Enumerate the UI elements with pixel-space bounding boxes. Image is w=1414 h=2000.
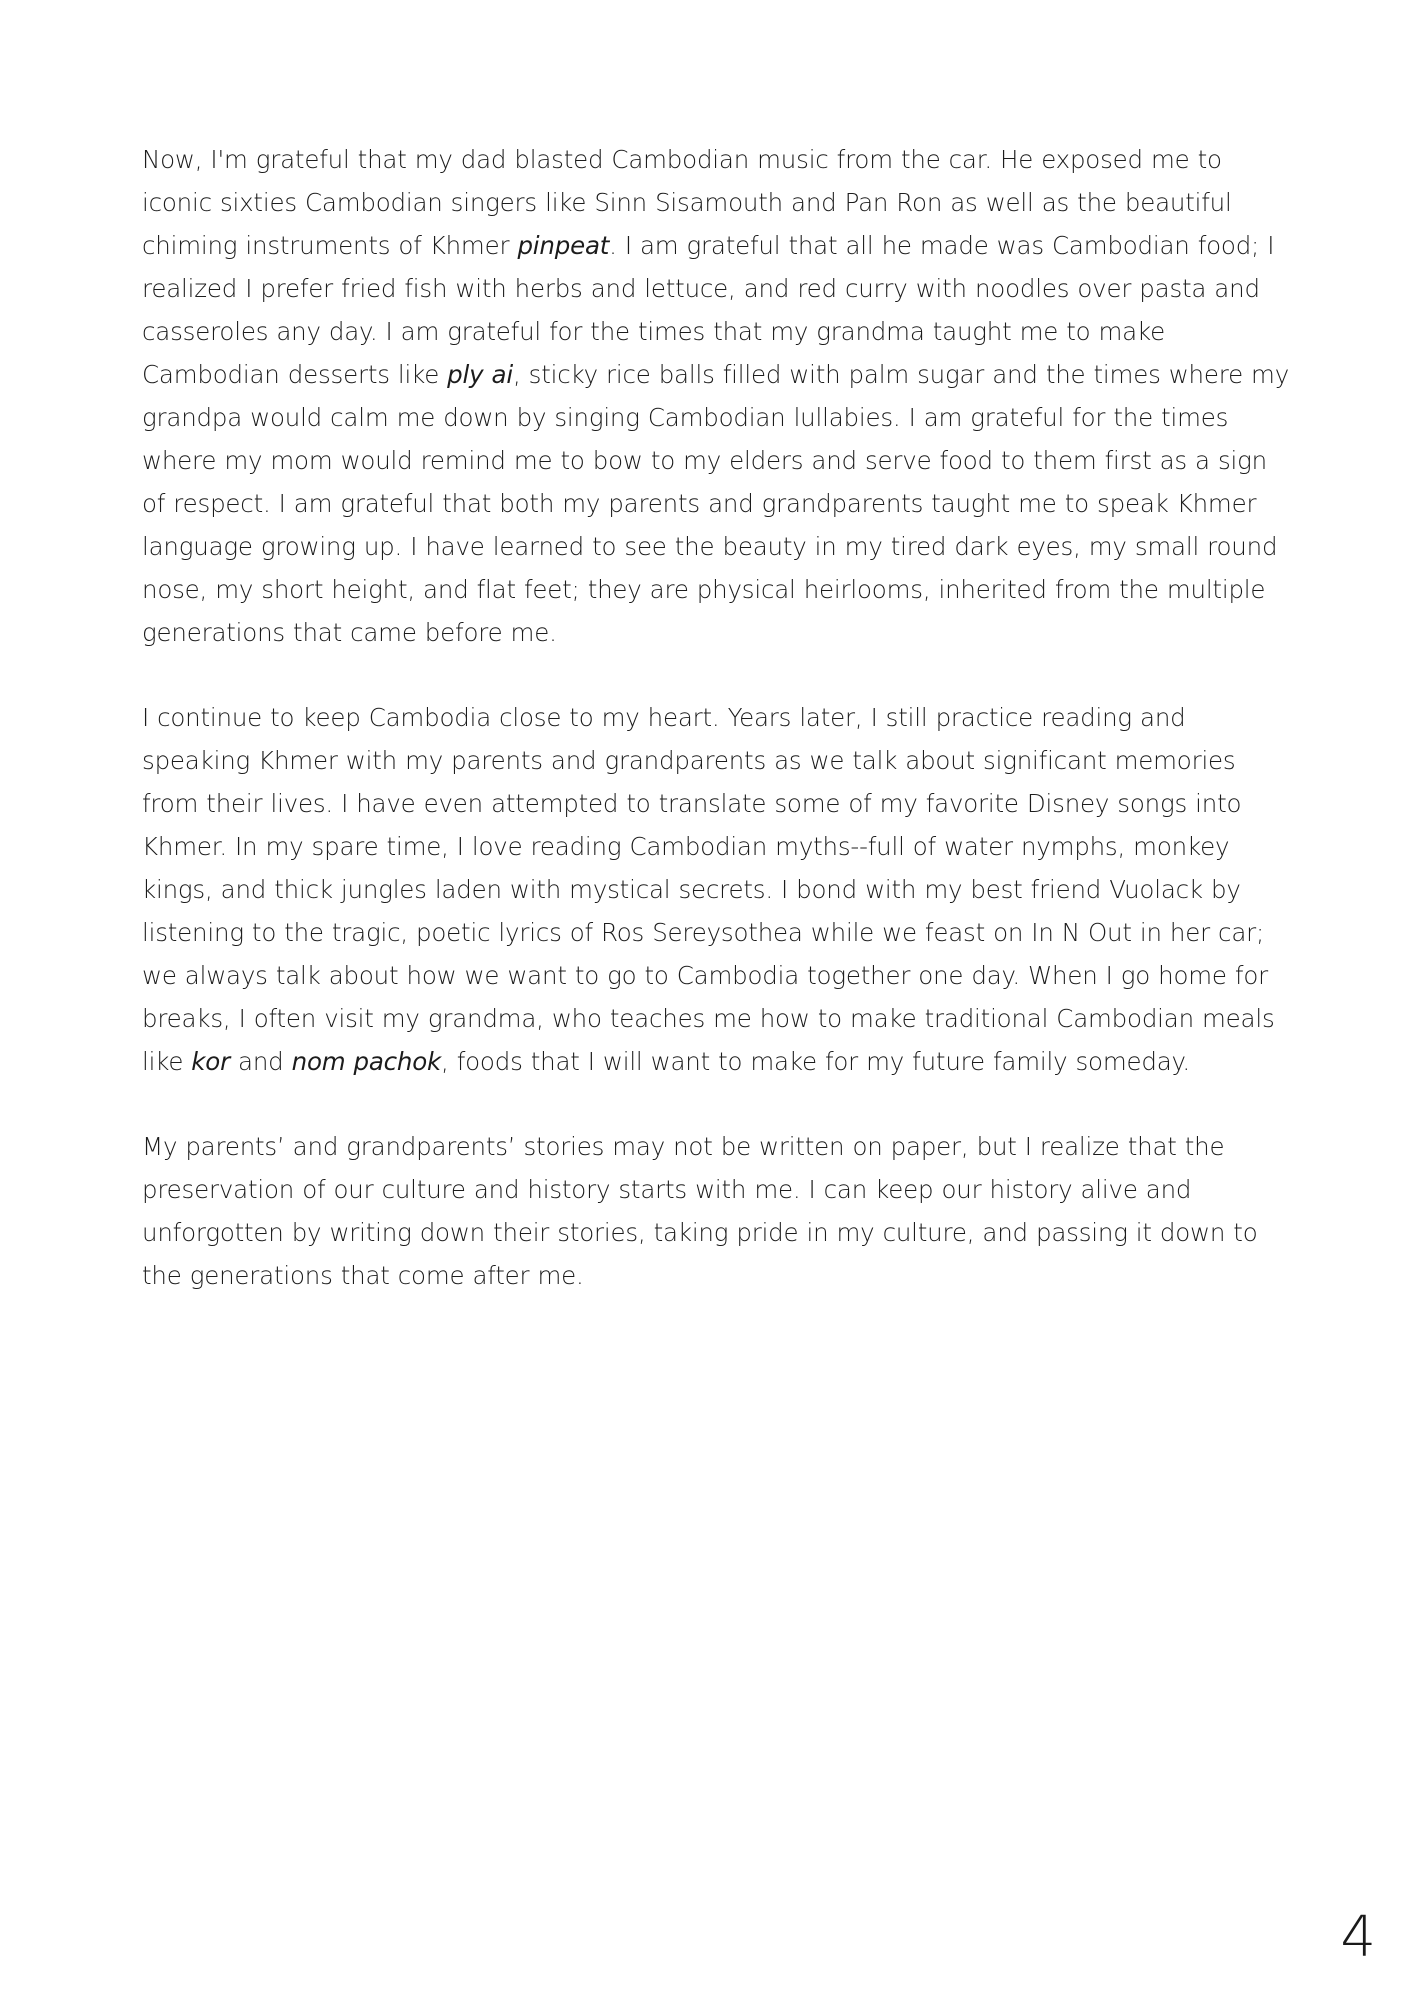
italic-term-ply-ai: ply ai bbox=[447, 360, 513, 389]
paragraph-3 bbox=[142, 1125, 1292, 1297]
body-text bbox=[142, 138, 1292, 1339]
text-run: and bbox=[229, 1047, 292, 1076]
text-run: . I am grateful that all he made was Cambodian food; I realized I prefer fried fish with herbs and lettuce, and red curry with noodles over pasta and casseroles any day. I am grateful for the times that my grandma taught me to make Cambodian desserts like bbox=[142, 231, 1275, 389]
italic-term-pinpeat: pinpeat bbox=[517, 231, 610, 260]
text-run: Now, I'm grateful that my dad blasted Cambodian music from the car. He exposed me to iconic sixties Cambodian singers like Sinn Sisamouth and Pan Ron as well as the beautiful chiming instruments of Khmer bbox=[142, 145, 1232, 260]
page-number: 4 bbox=[1340, 1905, 1376, 1970]
text-run: I continue to keep Cambodia close to my heart. Years later, I still practice reading and speaking Khmer with my parents and grandparents as we talk about significant memories from their lives. I have even attempted to translate some of my favorite Disney songs into Khmer. In my spare time, I love reading Cambodian myths--full of water nymphs, monkey kings, and thick jungles laden with mystical secrets. I bond with my best friend Vuolack by listening to the tragic, poetic lyrics of Ros Sereysothea while we feast on In N Out in her car; we always talk about how we want to go to Cambodia together one day. When I go home for breaks, I often visit my grandma, who teaches me how to make traditional Cambodian meals like bbox=[142, 703, 1275, 1076]
italic-term-nom-pachok: nom pachok bbox=[291, 1047, 442, 1076]
text-run: My parents’ and grandparents’ stories may not be written on paper, but I realize that the preservation of our culture and history starts with me. I can keep our history alive and unforgotten by writing down their stories, taking pride in my culture, and passing it down to the generations that come after me. bbox=[142, 1132, 1258, 1290]
text-run: , sticky rice balls filled with palm sugar and the times where my grandpa would calm me down by singing Cambodian lullabies. I am grateful for the times where my mom would remind me to bow to my elders and serve food to them first as a sign of respect. I am grateful that both my parents and grandparents taught me to speak Khmer language growing up. I have learned to see the beauty in my tired dark eyes, my small round nose, my short height, and flat feet; they are physical heirlooms, inherited from the multiple generations that came before me. bbox=[142, 360, 1290, 647]
italic-term-kor: kor bbox=[191, 1047, 230, 1076]
paragraph-1 bbox=[142, 138, 1292, 654]
paragraph-2 bbox=[142, 696, 1292, 1083]
text-run: , foods that I will want to make for my future family someday. bbox=[441, 1047, 1190, 1076]
